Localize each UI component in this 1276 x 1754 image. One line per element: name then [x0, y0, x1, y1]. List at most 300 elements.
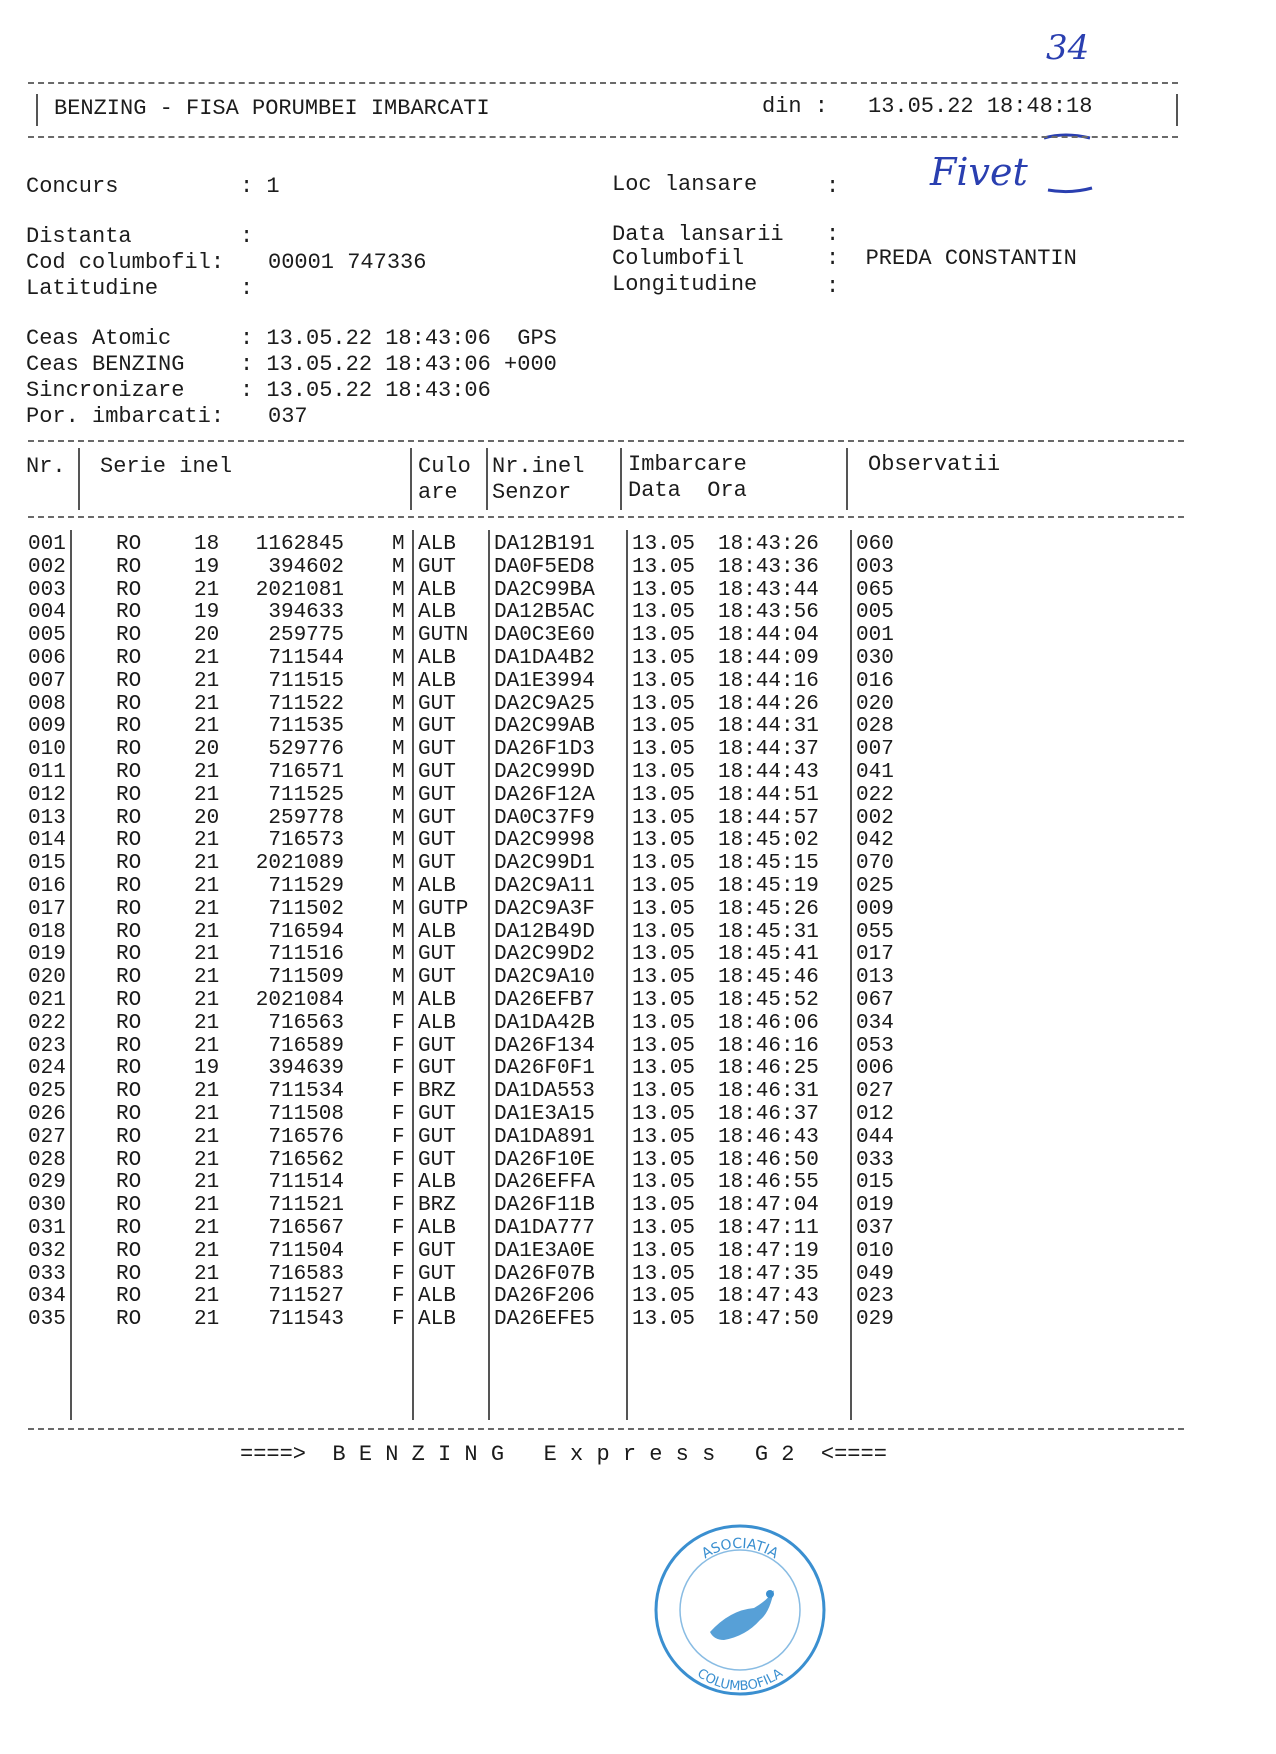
cell-inel: 711525: [268, 783, 344, 807]
cell-culoare: GUT: [418, 555, 456, 579]
cell-tara: RO: [116, 1125, 142, 1149]
cell-obs: 016: [856, 669, 894, 693]
cell-ora: 18:44:09: [718, 647, 819, 670]
cell-inel: 394633: [268, 601, 344, 625]
cell-tara: RO: [116, 989, 142, 1012]
cell-tara: RO: [116, 738, 142, 762]
table-row: [0, 828, 1276, 853]
cell-culoare: GUT: [418, 715, 456, 739]
table-row: [0, 988, 1276, 1013]
cell-inel: 716571: [268, 761, 344, 784]
cell-sex: F: [392, 1308, 405, 1332]
cell-ora: 18:47:11: [718, 1217, 819, 1240]
header-din-value: 13.05.22 18:48:18: [868, 94, 1093, 119]
cell-an: 18: [194, 533, 220, 556]
cell-senzor: DA1E3994: [494, 669, 595, 693]
table-row: [0, 897, 1276, 922]
cell-ora: 18:44:16: [718, 669, 819, 693]
cell-senzor: DA26F11B: [494, 1194, 595, 1218]
cell-nr: 001: [28, 533, 66, 556]
cell-obs: 033: [856, 1148, 894, 1172]
cell-tara: RO: [116, 875, 142, 898]
cell-an: 21: [194, 1034, 220, 1058]
cell-sex: F: [392, 1148, 405, 1172]
cell-an: 21: [194, 989, 220, 1012]
cell-culoare: ALB: [418, 1285, 456, 1309]
cell-an: 21: [194, 920, 220, 944]
cell-data: 13.05: [632, 1080, 696, 1104]
header-left-border: [36, 94, 38, 126]
cell-tara: RO: [116, 761, 142, 784]
cell-obs: 037: [856, 1217, 894, 1240]
cell-senzor: DA12B5AC: [494, 601, 595, 625]
cell-ora: 18:47:04: [718, 1194, 819, 1218]
cell-obs: 003: [856, 555, 894, 579]
cell-inel: 711534: [268, 1080, 344, 1104]
cell-culoare: GUTP: [418, 897, 469, 921]
col-sep-header-1: [78, 448, 80, 510]
cell-tara: RO: [116, 943, 142, 967]
table-row: [0, 1125, 1276, 1150]
cell-data: 13.05: [632, 852, 696, 876]
cell-nr: 008: [28, 692, 66, 716]
cell-ora: 18:45:02: [718, 829, 819, 853]
cell-an: 21: [194, 1262, 220, 1286]
cell-obs: 023: [856, 1285, 894, 1309]
cell-data: 13.05: [632, 601, 696, 625]
table-row: [0, 578, 1276, 603]
table-bottom-rule: [28, 1428, 1184, 1430]
cell-culoare: ALB: [418, 533, 456, 556]
cell-an: 21: [194, 1194, 220, 1218]
cell-obs: 044: [856, 1125, 894, 1149]
cell-culoare: GUT: [418, 852, 456, 876]
cell-an: 21: [194, 647, 220, 670]
col-sep-header-3: [486, 448, 488, 510]
cell-tara: RO: [116, 920, 142, 944]
cell-senzor: DA0C3E60: [494, 624, 595, 648]
table-row: [0, 1262, 1276, 1287]
cell-inel: 716576: [268, 1125, 344, 1149]
cell-senzor: DA2C9A3F: [494, 897, 595, 921]
cell-ora: 18:45:46: [718, 966, 819, 990]
cell-sex: M: [392, 875, 405, 898]
cell-nr: 024: [28, 1057, 66, 1081]
cell-sex: M: [392, 989, 405, 1012]
cell-ora: 18:45:31: [718, 920, 819, 944]
cell-tara: RO: [116, 578, 142, 602]
col-header-nrinel-1: Nr.inel: [492, 454, 585, 479]
cell-culoare: ALB: [418, 1217, 456, 1240]
cell-tara: RO: [116, 852, 142, 876]
table-row: [0, 737, 1276, 762]
columbofil-label: Columbofil: [612, 246, 745, 271]
cell-data: 13.05: [632, 1194, 696, 1218]
cell-inel: 394639: [268, 1057, 344, 1081]
cell-nr: 034: [28, 1285, 66, 1309]
cell-data: 13.05: [632, 783, 696, 807]
cell-data: 13.05: [632, 578, 696, 602]
cell-tara: RO: [116, 1011, 142, 1035]
cell-obs: 034: [856, 1011, 894, 1035]
cell-culoare: BRZ: [418, 1080, 456, 1104]
cell-obs: 053: [856, 1034, 894, 1058]
cell-obs: 019: [856, 1194, 894, 1218]
cell-culoare: GUT: [418, 761, 456, 784]
table-row: [0, 692, 1276, 717]
cell-tara: RO: [116, 624, 142, 648]
cell-an: 21: [194, 692, 220, 716]
cell-culoare: GUT: [418, 783, 456, 807]
cell-nr: 027: [28, 1125, 66, 1149]
cell-inel: 711535: [268, 715, 344, 739]
cell-nr: 018: [28, 920, 66, 944]
cell-obs: 029: [856, 1308, 894, 1332]
cell-senzor: DA1E3A15: [494, 1103, 595, 1126]
cell-an: 21: [194, 943, 220, 967]
columbofil-value: : PREDA CONSTANTIN: [826, 246, 1077, 271]
cell-sex: F: [392, 1262, 405, 1286]
col-header-imbarcare-2: Data Ora: [628, 478, 747, 503]
cell-sex: M: [392, 943, 405, 967]
table-row: [0, 851, 1276, 876]
cell-nr: 026: [28, 1103, 66, 1126]
cell-data: 13.05: [632, 1103, 696, 1126]
table-row: [0, 965, 1276, 990]
cell-obs: 025: [856, 875, 894, 898]
cell-senzor: DA12B191: [494, 533, 595, 556]
table-row: [0, 920, 1276, 945]
cell-nr: 025: [28, 1080, 66, 1104]
cell-tara: RO: [116, 1194, 142, 1218]
cell-an: 19: [194, 1057, 220, 1081]
cell-culoare: GUT: [418, 1057, 456, 1081]
cell-senzor: DA2C99BA: [494, 578, 595, 602]
cell-tara: RO: [116, 555, 142, 579]
cell-tara: RO: [116, 1285, 142, 1309]
cell-an: 21: [194, 1103, 220, 1126]
cell-obs: 013: [856, 966, 894, 990]
cell-data: 13.05: [632, 647, 696, 670]
cell-an: 21: [194, 1011, 220, 1035]
cell-obs: 012: [856, 1103, 894, 1126]
table-row: [0, 1193, 1276, 1218]
cell-senzor: DA1E3A0E: [494, 1239, 595, 1263]
cell-obs: 027: [856, 1080, 894, 1104]
cell-sex: F: [392, 1239, 405, 1263]
table-header-rule: [28, 516, 1184, 518]
cell-tara: RO: [116, 1148, 142, 1172]
sincronizare-label: Sincronizare: [26, 378, 185, 403]
cell-nr: 016: [28, 875, 66, 898]
cell-an: 21: [194, 578, 220, 602]
cell-culoare: ALB: [418, 601, 456, 625]
col-sep-header-4: [620, 448, 622, 510]
cell-ora: 18:45:15: [718, 852, 819, 876]
cell-sex: M: [392, 647, 405, 670]
cell-sex: M: [392, 555, 405, 579]
table-row: [0, 555, 1276, 580]
footer-brand: ====> B E N Z I N G E x p r e s s G 2 <====: [240, 1442, 887, 1467]
header-right-border: [1176, 94, 1178, 126]
cell-ora: 18:47:35: [718, 1262, 819, 1286]
table-row: [0, 600, 1276, 625]
cell-ora: 18:44:26: [718, 692, 819, 716]
cell-tara: RO: [116, 715, 142, 739]
cell-senzor: DA26F134: [494, 1034, 595, 1058]
cell-inel: 716573: [268, 829, 344, 853]
cell-obs: 030: [856, 647, 894, 670]
cell-culoare: GUT: [418, 1239, 456, 1263]
table-row: [0, 1307, 1276, 1332]
cell-tara: RO: [116, 783, 142, 807]
cell-data: 13.05: [632, 1308, 696, 1332]
cell-nr: 002: [28, 555, 66, 579]
cell-senzor: DA1DA891: [494, 1125, 595, 1149]
table-row: [0, 1170, 1276, 1195]
cell-ora: 18:45:26: [718, 897, 819, 921]
cell-ora: 18:46:37: [718, 1103, 819, 1126]
cell-inel: 711504: [268, 1239, 344, 1263]
cell-inel: 716583: [268, 1262, 344, 1286]
cell-an: 21: [194, 1080, 220, 1104]
distanta-value: :: [240, 224, 254, 249]
cell-ora: 18:44:51: [718, 783, 819, 807]
cell-tara: RO: [116, 1034, 142, 1058]
pigeon-icon: [710, 1590, 774, 1640]
cell-nr: 007: [28, 669, 66, 693]
table-row: [0, 760, 1276, 785]
cell-an: 21: [194, 715, 220, 739]
cell-sex: M: [392, 761, 405, 784]
cell-nr: 013: [28, 806, 66, 830]
ceas-atomic-value: : 13.05.22 18:43:06 GPS: [240, 326, 557, 351]
cell-obs: 041: [856, 761, 894, 784]
cell-inel: 711527: [268, 1285, 344, 1309]
cell-sex: M: [392, 966, 405, 990]
cell-obs: 005: [856, 601, 894, 625]
cell-obs: 015: [856, 1171, 894, 1195]
header-bottom-rule: [28, 136, 1178, 138]
cell-data: 13.05: [632, 1171, 696, 1195]
cell-inel: 2021089: [255, 852, 344, 876]
table-row: [0, 1102, 1276, 1127]
cell-an: 21: [194, 1171, 220, 1195]
cell-an: 21: [194, 1239, 220, 1263]
cell-data: 13.05: [632, 829, 696, 853]
loc-value: :: [826, 174, 840, 199]
cell-data: 13.05: [632, 806, 696, 830]
cell-inel: 259775: [268, 624, 344, 648]
cell-sex: F: [392, 1285, 405, 1309]
cell-ora: 18:44:31: [718, 715, 819, 739]
ceas-benzing-label: Ceas BENZING: [26, 352, 185, 377]
cell-culoare: ALB: [418, 578, 456, 602]
cell-obs: 055: [856, 920, 894, 944]
table-top-rule: [28, 440, 1184, 442]
ceas-benzing-value: : 13.05.22 18:43:06 +000: [240, 352, 557, 377]
cell-culoare: GUT: [418, 738, 456, 762]
cell-data: 13.05: [632, 1262, 696, 1286]
cell-sex: F: [392, 1057, 405, 1081]
cell-sex: M: [392, 692, 405, 716]
cell-sex: M: [392, 601, 405, 625]
cell-ora: 18:46:06: [718, 1011, 819, 1035]
cell-inel: 711508: [268, 1103, 344, 1126]
handwritten-page-number: 34: [1046, 28, 1090, 68]
cell-ora: 18:47:50: [718, 1308, 819, 1332]
cell-tara: RO: [116, 1171, 142, 1195]
cell-senzor: DA2C99AB: [494, 715, 595, 739]
cell-sex: M: [392, 829, 405, 853]
cell-nr: 032: [28, 1239, 66, 1263]
cell-inel: 2021084: [255, 989, 344, 1012]
cell-inel: 711521: [268, 1194, 344, 1218]
cell-obs: 042: [856, 829, 894, 853]
cell-obs: 001: [856, 624, 894, 648]
cell-tara: RO: [116, 1262, 142, 1286]
cell-tara: RO: [116, 806, 142, 830]
cell-data: 13.05: [632, 533, 696, 556]
cell-culoare: GUT: [418, 692, 456, 716]
table-row: [0, 1284, 1276, 1309]
cell-sex: M: [392, 669, 405, 693]
cell-sex: F: [392, 1103, 405, 1126]
cell-sex: M: [392, 783, 405, 807]
cell-an: 21: [194, 761, 220, 784]
table-row: [0, 1148, 1276, 1173]
cell-nr: 005: [28, 624, 66, 648]
cell-sex: F: [392, 1034, 405, 1058]
cell-culoare: ALB: [418, 875, 456, 898]
cell-ora: 18:46:43: [718, 1125, 819, 1149]
cell-an: 21: [194, 829, 220, 853]
cell-culoare: ALB: [418, 1011, 456, 1035]
cell-ora: 18:46:55: [718, 1171, 819, 1195]
cell-senzor: DA1DA4B2: [494, 647, 595, 670]
cell-an: 20: [194, 806, 220, 830]
table-row: [0, 714, 1276, 739]
cell-sex: M: [392, 738, 405, 762]
cell-obs: 049: [856, 1262, 894, 1286]
col-header-culoare-1: Culo: [418, 454, 471, 479]
distanta-label: Distanta: [26, 224, 132, 249]
cell-tara: RO: [116, 829, 142, 853]
cell-sex: M: [392, 852, 405, 876]
cell-nr: 022: [28, 1011, 66, 1035]
cell-senzor: DA1DA42B: [494, 1011, 595, 1035]
cell-inel: 711522: [268, 692, 344, 716]
cell-inel: 711516: [268, 943, 344, 967]
cell-senzor: DA0C37F9: [494, 806, 595, 830]
cell-culoare: ALB: [418, 920, 456, 944]
cell-culoare: ALB: [418, 647, 456, 670]
cell-obs: 020: [856, 692, 894, 716]
cell-nr: 030: [28, 1194, 66, 1218]
cell-culoare: ALB: [418, 989, 456, 1012]
cell-ora: 18:44:57: [718, 806, 819, 830]
cell-tara: RO: [116, 669, 142, 693]
ceas-atomic-label: Ceas Atomic: [26, 326, 172, 351]
cell-ora: 18:44:37: [718, 738, 819, 762]
cell-data: 13.05: [632, 1011, 696, 1035]
cell-ora: 18:46:31: [718, 1080, 819, 1104]
cell-culoare: ALB: [418, 669, 456, 693]
cell-inel: 716562: [268, 1148, 344, 1172]
table-row: [0, 1056, 1276, 1081]
cell-sex: M: [392, 897, 405, 921]
col-header-serie: Serie inel: [100, 454, 233, 479]
cell-inel: 716589: [268, 1034, 344, 1058]
cell-nr: 010: [28, 738, 66, 762]
cell-ora: 18:46:25: [718, 1057, 819, 1081]
concurs-label: Concurs: [26, 174, 119, 199]
col-sep-header-5: [846, 448, 848, 510]
table-row: [0, 942, 1276, 967]
cell-an: 21: [194, 1308, 220, 1332]
cell-sex: M: [392, 533, 405, 556]
cell-nr: 028: [28, 1148, 66, 1172]
cell-ora: 18:44:43: [718, 761, 819, 784]
cell-ora: 18:45:19: [718, 875, 819, 898]
cell-senzor: DA26EFE5: [494, 1308, 595, 1332]
cell-nr: 021: [28, 989, 66, 1012]
cell-ora: 18:43:36: [718, 555, 819, 579]
cell-sex: F: [392, 1171, 405, 1195]
cell-sex: F: [392, 1125, 405, 1149]
cell-nr: 035: [28, 1308, 66, 1332]
loc-label: Loc lansare: [612, 172, 758, 197]
cell-culoare: GUT: [418, 1034, 456, 1058]
cell-tara: RO: [116, 1308, 142, 1332]
cell-senzor: DA1DA553: [494, 1080, 595, 1104]
cell-tara: RO: [116, 1239, 142, 1263]
cell-nr: 011: [28, 761, 66, 784]
cell-inel: 711502: [268, 897, 344, 921]
cell-an: 21: [194, 669, 220, 693]
cell-senzor: DA0F5ED8: [494, 555, 595, 579]
data-lansarii-label: Data lansarii: [612, 222, 784, 247]
cell-inel: 716594: [268, 920, 344, 944]
cell-obs: 065: [856, 578, 894, 602]
cod-columbofil-label: Cod columbofil:: [26, 250, 225, 275]
table-row: [0, 783, 1276, 808]
longitudine-value: :: [826, 274, 840, 299]
latitudine-value: :: [240, 276, 254, 301]
cell-nr: 014: [28, 829, 66, 853]
table-row: [0, 874, 1276, 899]
cell-tara: RO: [116, 692, 142, 716]
cell-sex: M: [392, 715, 405, 739]
cell-senzor: DA2C99D2: [494, 943, 595, 967]
cell-nr: 020: [28, 966, 66, 990]
cell-tara: RO: [116, 1080, 142, 1104]
cell-an: 21: [194, 875, 220, 898]
cell-inel: 716563: [268, 1011, 344, 1035]
table-row: [0, 806, 1276, 831]
cell-obs: 006: [856, 1057, 894, 1081]
stamp-text-bottom: COLUMBOFILA: [694, 1666, 786, 1695]
cell-senzor: DA26F12A: [494, 783, 595, 807]
cell-ora: 18:45:41: [718, 943, 819, 967]
cell-senzor: DA2C9A25: [494, 692, 595, 716]
cell-ora: 18:43:26: [718, 533, 819, 556]
cell-senzor: DA26EFB7: [494, 989, 595, 1012]
cell-tara: RO: [116, 897, 142, 921]
cell-nr: 003: [28, 578, 66, 602]
cell-culoare: GUT: [418, 1262, 456, 1286]
cell-sex: F: [392, 1011, 405, 1035]
